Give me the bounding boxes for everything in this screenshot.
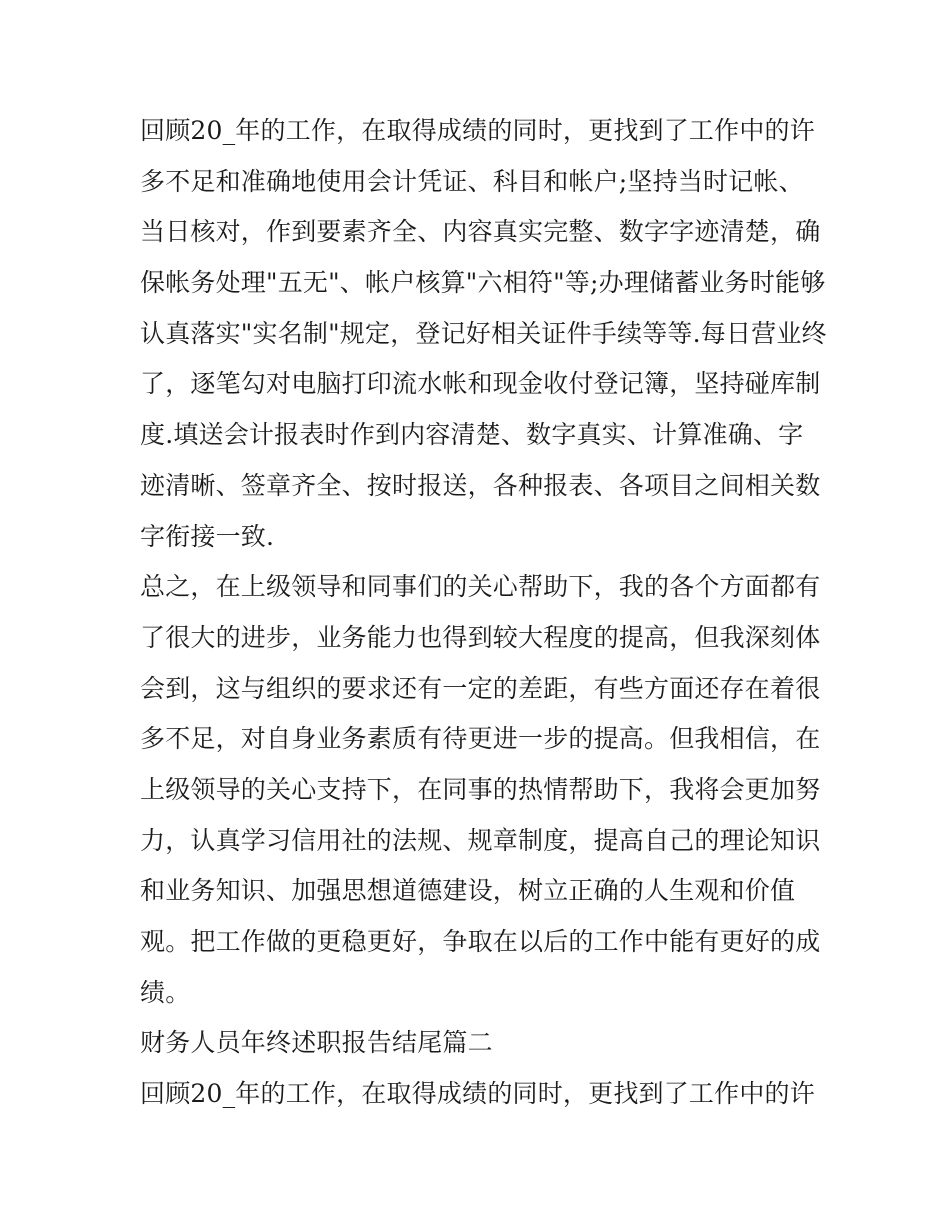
paragraph-3-line-1: 回顾20_年的工作，在取得成绩的同时，更找到了工作中的许 [140, 1079, 815, 1109]
paragraph-2-line-2: 了很大的进步，业务能力也得到较大程度的提高，但我深刻体 [140, 622, 821, 652]
paragraph-2-line-6: 力，认真学习信用社的法规、规章制度，提高自己的理论知识 [140, 825, 821, 855]
paragraph-1-line-2: 多不足和准确地使用会计凭证、科目和帐户;坚持当时记帐、 [140, 166, 804, 196]
paragraph-2-line-8: 观。把工作做的更稳更好，争取在以后的工作中能有更好的成 [140, 927, 821, 956]
section-heading: 财务人员年终述职报告结尾篇二 [140, 1028, 493, 1058]
paragraph-2-line-9: 绩。 [140, 977, 191, 1007]
paragraph-2-line-4: 多不足，对自身业务素质有待更进一步的提高。但我相信，在 [140, 724, 821, 754]
paragraph-1-line-3: 当日核对，作到要素齐全、内容真实完整、数字字迹清楚，确 [140, 217, 821, 247]
paragraph-2-line-7: 和业务知识、加强思想道德建设，树立正确的人生观和价值 [140, 876, 796, 906]
paragraph-1-line-9: 字衔接一致. [140, 521, 275, 551]
paragraph-1-line-7: 度.填送会计报表时作到内容清楚、数字真实、计算准确、字 [140, 420, 804, 450]
paragraph-1-line-5: 认真落实"实名制"规定，登记好相关证件手续等等.每日营业终 [140, 318, 827, 348]
paragraph-1-line-8: 迹清晰、签章齐全、按时报送，各种报表、各项目之间相关数 [140, 470, 821, 500]
paragraph-2-line-5: 上级领导的关心支持下，在同事的热情帮助下，我将会更加努 [140, 774, 821, 804]
paragraph-2-line-1: 总之，在上级领导和同事们的关心帮助下，我的各个方面都有 [140, 572, 821, 602]
paragraph-1-line-4: 保帐务处理"五无"、帐户核算"六相符"等;办理储蓄业务时能够 [140, 268, 826, 298]
paragraph-1-line-1: 回顾20_年的工作，在取得成绩的同时，更找到了工作中的许 [140, 116, 815, 145]
document-body [140, 106, 827, 1120]
paragraph-1-line-6: 了，逐笔勾对电脑打印流水帐和现金收付登记簿，坚持碰库制 [140, 369, 821, 399]
paragraph-2-line-3: 会到，这与组织的要求还有一定的差距，有些方面还存在着很 [140, 673, 821, 703]
